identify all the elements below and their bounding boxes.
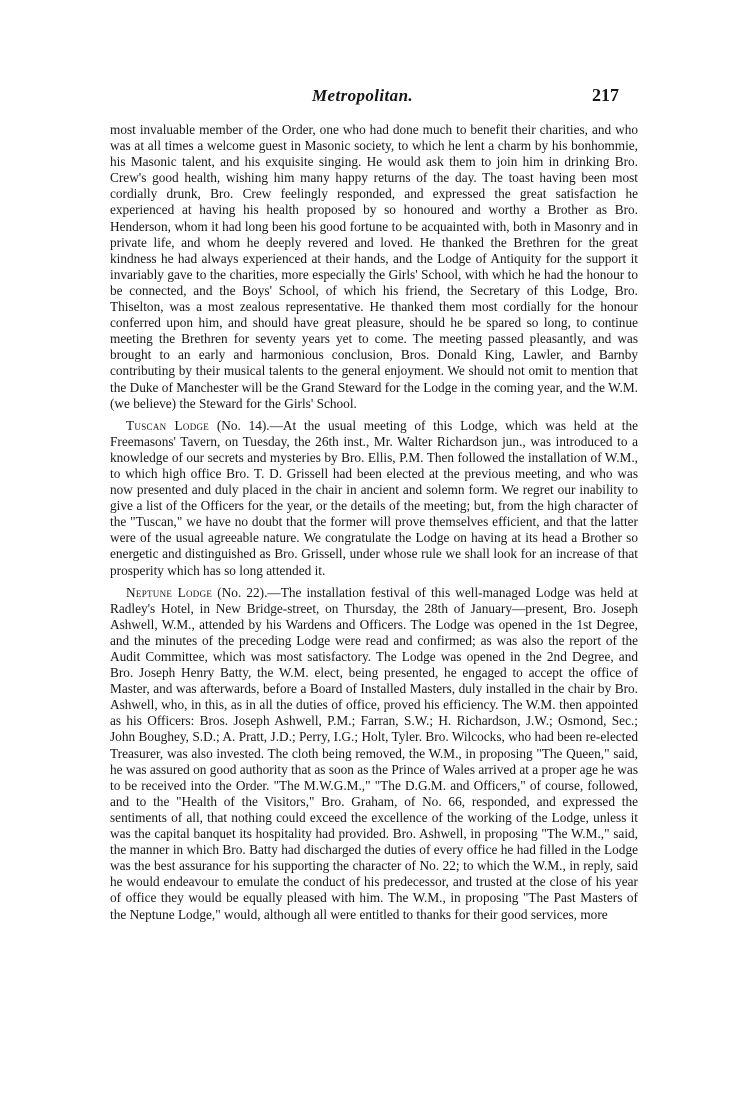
page-header xyxy=(0,86,735,112)
page-number: 217 xyxy=(592,85,619,105)
lodge-heading: Tuscan Lodge xyxy=(126,417,210,433)
paragraph-text: (No. 22).—The installation festival of this well-managed Lodge was held at Radley's Hotel, in New Bridge-street, on Thursday, the 28th of January—present, Bro. Joseph Ashwell, W.M., attended by his Wardens and Officers. The Lodge was opened in the 1st Degree, and the minutes of the preceding Lodge were read and confirmed; as was also the report of the Audit Committee, which was most satisfactory. The Lodge was opened in the 2nd Degree, and Bro. Joseph Henry Batty, the W.M. elect, being presented, he engaged to accept the office of Master, and was afterwards, before a Board of Installed Masters, duly installed in the chair by Bro. Ashwell, who, in this, as in all the duties of office, proved his efficiency. The W.M. then appointed as his Officers: Bros. Joseph Ashwell, P.M.; Farran, S.W.; H. Richardson, J.W.; Osmond, Sec.; John Boughey, S.D.; A. Pratt, J.D.; Perry, I.G.; Holt, Tyler. Bro. Wilcocks, who had been re-elected Treasurer, was also invested. The cloth being removed, the W.M., in proposing "The Queen," said, he was assured on good authority that as soon as the Prince of Wales arrived at a proper age he was to be received into the Order. "The M.W.G.M.," "The D.G.M. and Officers," of course, followed, and to the "Health of the Visitors," Bro. Graham, of No. 66, responded, and expressed the sentiments of all, that nothing could exceed the excellence of the working of the Lodge, unless it was the capital banquet its hospitality had provided. Bro. Ashwell, in proposing "The W.M.," said, the manner in which Bro. Batty had discharged the duties of every office he had filled in the Lodge was the best assurance for his supporting the character of No. 22; to which the W.M., in reply, said he would endeavour to emulate the conduct of his predecessor, and trusted at the close of his year of office they would be equally pleased with him. The W.M., in proposing "The Past Masters of the Neptune Lodge," would, although all were entitled to thanks for their good services, more xyxy=(110,584,638,922)
running-title: Metropolitan. xyxy=(312,86,414,105)
paragraph-text: (No. 14).—At the usual meeting of this Lodge, which was held at the Freemasons' Tavern, on Tuesday, the 26th inst., Mr. Walter Richardson jun., was introduced to a knowledge of our secrets and mysteries by Bro. Ellis, P.M. Then followed the installation of W.M., to which high office Bro. T. D. Grissell had been elected at the previous meeting, and who was now presented and duly placed in the chair in ancient and solemn form. We regret our inability to give a list of the Officers for the year, or the details of the meeting; but, from the high character of the "Tuscan," we have no doubt that the former will prove themselves efficient, and that the latter were of the usual agreeable nature. We congratulate the Lodge on having at its head a Brother so energetic and distinguished as Bro. Grissell, under whose rule we shall look for an increase of that prosperity which has so long attended it. xyxy=(110,417,639,578)
paragraph-neptune-lodge xyxy=(110,585,638,923)
paragraph-text: most invaluable member of the Order, one who had done much to benefit their charities, and who was at all times a welcome guest in Masonic society, to which he lent a charm by his bonhommie, his Masonic talent, and his exquisite singing. He would ask them to join him in drinking Bro. Crew's good health, wishing him many happy returns of the day. The toast having been most cordially drunk, Bro. Crew feelingly responded, and expressed the great satisfaction he experienced at having his health proposed by so honoured and worthy a Brother as Bro. Henderson, whom it had long been his good fortune to be acquainted with, both in Masonry and in private life, and whom he deeply revered and loved. He thanked the Brethren for the great kindness he had always experienced at their hands, and the Lodge of Antiquity for the support it invariably gave to the charities, more especially the Girls' School, with which he had the honour to be connected, and the Boys' School, of which his friend, the Secretary of this Lodge, Bro. Thiselton, was a most zealous representative. He thanked them most cordially for the honour conferred upon him, and should have great pleasure, should he be spared so long, to continue meeting the Brethren for seventy years yet to come. The meeting passed pleasantly, and was brought to an early and harmonious conclusion, Bros. Donald King, Lawler, and Barnby contributing by their musical talents to the general enjoyment. We should not omit to mention that the Duke of Manchester will be the Grand Steward for the Lodge in the coming year, and the W.M. (we believe) the Steward for the Girls' School. xyxy=(110,122,638,411)
paragraph-continuation xyxy=(110,122,638,412)
lodge-heading: Neptune Lodge xyxy=(126,584,213,600)
article-body xyxy=(110,122,638,929)
paragraph-tuscan-lodge xyxy=(110,418,638,579)
